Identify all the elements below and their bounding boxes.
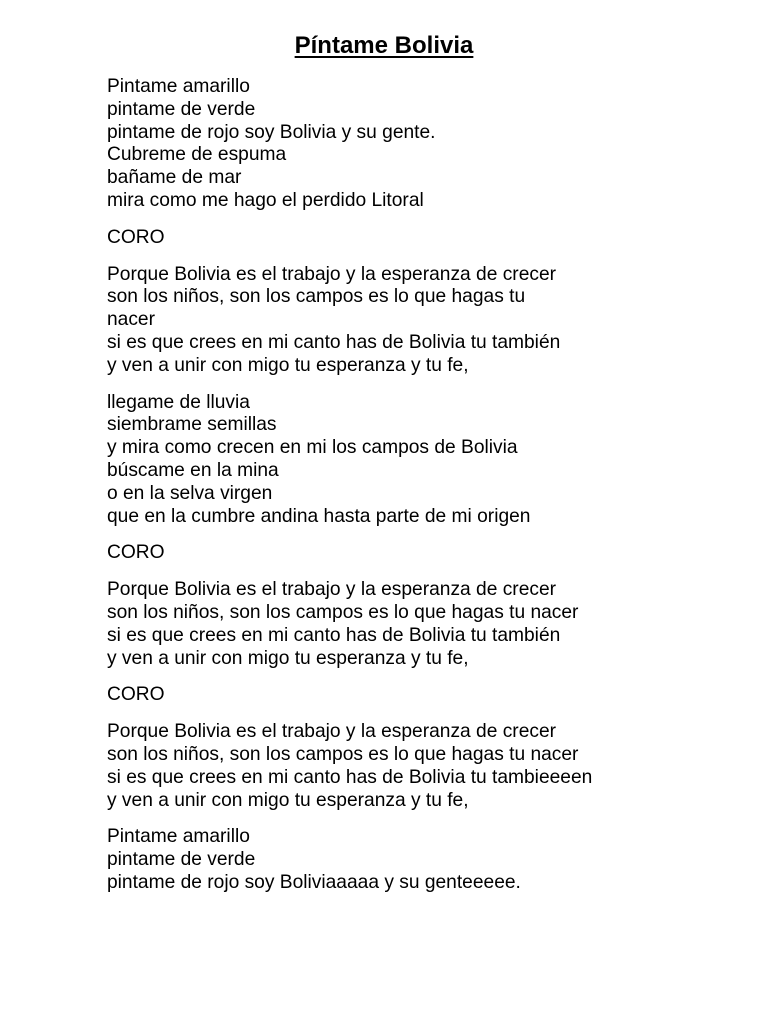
stanza-chorus-3 — [107, 721, 747, 812]
lyric-line: mira como me hago el perdido Litoral — [107, 189, 424, 211]
lyric-line: y mira como crecen en mi los campos de Bolivia — [107, 437, 518, 459]
lyric-line: y ven a unir con migo tu esperanza y tu fe, — [107, 789, 469, 811]
lyric-line: son los niños, son los campos es lo que hagas tu nacer — [107, 601, 579, 623]
lyric-line: nacer — [107, 309, 155, 331]
lyric-line: son los niños, son los campos es lo que hagas tu nacer — [107, 743, 579, 765]
lyric-line: búscame en la mina — [107, 459, 279, 481]
lyric-line: pintame de rojo soy Boliviaaaaa y su genteeeee. — [107, 871, 521, 893]
lyrics-body — [107, 76, 747, 909]
lyric-line: y ven a unir con migo tu esperanza y tu fe, — [107, 647, 469, 669]
chorus-heading: CORO — [107, 542, 165, 564]
lyric-line: Pintame amarillo — [107, 826, 250, 848]
lyric-line: pintame de verde — [107, 849, 256, 871]
stanza-final — [107, 826, 747, 894]
lyric-line: si es que crees en mi canto has de Bolivia tu tambieeeen — [107, 766, 593, 788]
stanza-chorus-2 — [107, 579, 747, 670]
lyric-line: y ven a unir con migo tu esperanza y tu fe, — [107, 354, 469, 376]
lyric-line: si es que crees en mi canto has de Bolivia tu también — [107, 331, 561, 353]
lyric-line: siembrame semillas — [107, 414, 277, 436]
lyric-line: que en la cumbre andina hasta parte de mi origen — [107, 505, 531, 527]
lyric-line: bañame de mar — [107, 167, 242, 189]
chorus-heading: CORO — [107, 684, 165, 706]
lyric-line: pintame de verde — [107, 98, 256, 120]
lyric-line: o en la selva virgen — [107, 482, 273, 504]
lyric-line: llegame de lluvia — [107, 391, 250, 413]
lyric-line: Cubreme de espuma — [107, 144, 287, 166]
chorus-label-2 — [107, 542, 747, 565]
chorus-heading: CORO — [107, 226, 165, 248]
stanza-2 — [107, 392, 747, 529]
chorus-label-1 — [107, 227, 747, 250]
stanza-chorus-1 — [107, 264, 747, 378]
lyric-line: si es que crees en mi canto has de Bolivia tu también — [107, 624, 561, 646]
lyric-line: Porque Bolivia es el trabajo y la esperanza de crecer — [107, 263, 557, 285]
lyric-line: Porque Bolivia es el trabajo y la esperanza de crecer — [107, 721, 557, 743]
lyric-line: Pintame amarillo — [107, 76, 250, 97]
stanza-1 — [107, 76, 747, 213]
chorus-label-3 — [107, 684, 747, 707]
lyric-line: Porque Bolivia es el trabajo y la esperanza de crecer — [107, 579, 557, 601]
lyric-line: son los niños, son los campos es lo que hagas tu — [107, 286, 526, 308]
lyric-line: pintame de rojo soy Bolivia y su gente. — [107, 121, 436, 143]
page-title: Píntame Bolivia — [294, 32, 474, 59]
